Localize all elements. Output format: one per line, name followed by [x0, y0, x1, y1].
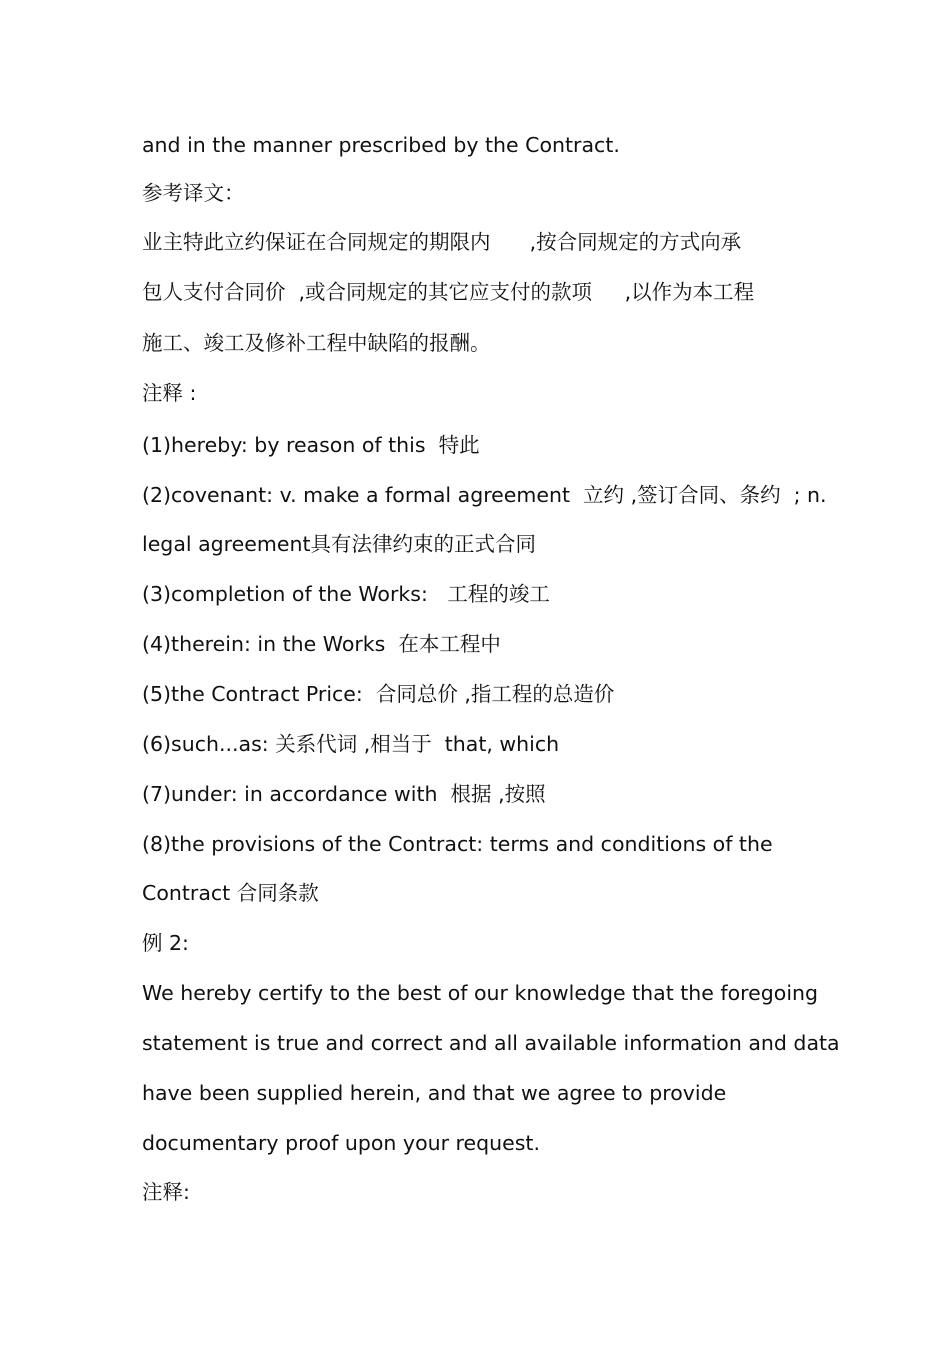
note-item-continued: Contract 合同条款	[142, 881, 319, 905]
translation-heading: 参考译文：	[142, 181, 245, 205]
note-item: (5)the Contract Price: 合同总价 ,指工程的总造价	[142, 682, 615, 706]
note-item: (1)hereby: by reason of this 特此	[142, 433, 480, 457]
notes-heading: 注释 :	[142, 381, 197, 405]
note-item: (4)therein: in the Works 在本工程中	[142, 632, 501, 656]
text-line: 业主特此立约保证在合同规定的期限内 ,按合同规定的方式向承	[142, 230, 742, 254]
note-item: (8)the provisions of the Contract: terms and conditions of the	[142, 832, 773, 856]
text-line: 施工、竣工及修补工程中缺陷的报酬。	[142, 331, 491, 355]
note-item: (6)such...as: 关系代词 ,相当于 that, which	[142, 732, 560, 756]
text-line: and in the manner prescribed by the Contract.	[142, 133, 620, 157]
note-item: (3)completion of the Works: 工程的竣工	[142, 582, 550, 606]
text-line: We hereby certify to the best of our knowledge that the foregoing	[142, 981, 819, 1005]
note-item-continued: legal agreement具有法律约束的正式合同	[142, 532, 536, 556]
example-heading: 例 2:	[142, 931, 189, 955]
text-line: 包人支付合同价 ,或合同规定的其它应支付的款项 ,以作为本工程	[142, 280, 755, 304]
notes-heading: 注释:	[142, 1180, 190, 1204]
text-line: statement is true and correct and all available information and data	[142, 1031, 840, 1055]
text-line: have been supplied herein, and that we agree to provide	[142, 1081, 727, 1105]
note-item: (2)covenant: v. make a formal agreement 立约 ,签订合同、条约 ; n.	[142, 483, 827, 507]
note-item: (7)under: in accordance with 根据 ,按照	[142, 782, 546, 806]
text-line: documentary proof upon your request.	[142, 1131, 540, 1155]
